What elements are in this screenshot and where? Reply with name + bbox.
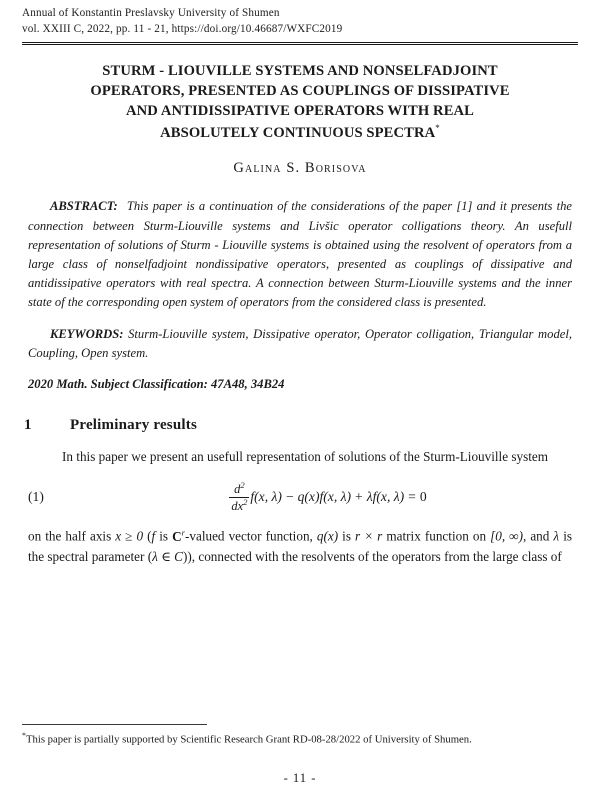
equation-number: (1): [28, 489, 44, 505]
section-number: 1: [24, 416, 32, 433]
journal-name: Annual of Konstantin Preslavsky University of Shumen: [22, 7, 280, 19]
title-line-3: AND ANTIDISSIPATIVE OPERATORS WITH REAL: [125, 102, 474, 119]
abstract-label: ABSTRACT:: [50, 199, 118, 214]
fraction-numerator: $d^2$: [234, 480, 245, 497]
footnote-text-row: [22, 730, 578, 748]
bp2-seg-a: on the half axis: [28, 528, 116, 544]
abstract-text: This paper is a continuation of the considerations of the paper [1] and it presents the connection between Sturm-Liouville systems and Livšic operator colligations theory. An usefull representation of solutions of Sturm - Liouville systems is obtained using the resolvent of operators from a large class of nonselfadjoint nondissipative operators, presented as couplings of dissipative and antidissipative operators with real spectra. A connection between Sturm-Liouville systems and the inner state of the corresponding open system of operators from the considered class is presented.: [28, 199, 572, 310]
bp2-seg-d: -valued vector function,: [184, 528, 317, 544]
body-paragraph-1: In this paper we present an usefull representation of solutions of the Sturm-Liouville system: [62, 448, 548, 464]
inline-math-lambda-in-complex: λ ∈ C: [152, 549, 183, 565]
equation-term-2: q(x)f(x, λ): [297, 489, 352, 505]
inline-math-complex-r: $C^r$: [172, 527, 185, 544]
title-line-4: ABSOLUTELY CONTINUOUS SPECTRA: [160, 124, 436, 141]
keywords-text: Sturm-Liouville system, Dissipative operator, Operator colligation, Triangular model, Coupling, Open system.: [28, 327, 572, 361]
bp2-seg-f: matrix function on: [382, 528, 491, 544]
inline-math-r-by-r: r × r: [355, 528, 383, 544]
page-number: - 11 -: [283, 771, 317, 785]
body-paragraph-2: [22, 526, 578, 568]
equation-term-1: f(x, λ): [250, 489, 282, 505]
bp2-seg-b: (: [143, 528, 152, 544]
footnote-block: [22, 724, 578, 748]
fraction-denominator: $dx^2$: [231, 496, 248, 513]
keywords-block: [22, 325, 578, 363]
msc-codes: 47A48, 34B24: [211, 376, 285, 391]
bp2-seg-c: is: [155, 528, 173, 544]
footnote-divider: [22, 724, 207, 725]
equation-right-hand-side: 0: [419, 489, 427, 505]
bp2-seg-i: )), connected with the resolvents of the operators from the large class of: [182, 549, 562, 565]
header-divider: [22, 42, 578, 45]
journal-masthead: [22, 6, 578, 38]
author-name: Galina S. Borisova: [233, 160, 367, 177]
derivative-fraction: [229, 481, 249, 513]
equation-term-3: λf(x, λ): [366, 489, 405, 505]
footnote-marker: *: [22, 730, 26, 740]
footnote-text: This paper is partially supported by Scientific Research Grant RD-08-28/2022 of University of Shumen.: [26, 733, 472, 746]
equation-operator-3: =: [408, 489, 416, 505]
msc-block: [22, 377, 578, 392]
bp2-seg-h: is the spectral parameter (: [28, 528, 572, 565]
inline-math-f: f: [151, 528, 156, 544]
bp2-seg-e: is: [338, 528, 356, 544]
equation-operator-1: −: [285, 489, 294, 505]
section-title: Preliminary results: [70, 416, 197, 433]
bp2-seg-g: , and: [522, 528, 554, 544]
page-title: [22, 62, 578, 143]
inline-math-q-of-x: q(x): [316, 528, 339, 544]
keywords-label: KEYWORDS:: [50, 327, 124, 342]
journal-volume-doi: vol. XXIII C, 2022, pp. 11 - 21, https://doi.org/10.46687/WXFC2019: [22, 22, 343, 35]
abstract-block: [22, 197, 578, 312]
title-line-2: OPERATORS, PRESENTED AS COUPLINGS OF DISSIPATIVE: [90, 83, 510, 100]
equation-operator-2: +: [355, 489, 363, 505]
title-footnote-marker: *: [435, 122, 440, 133]
equation-expression: [84, 481, 572, 513]
inline-math-x-ge-zero: x ≥ 0: [115, 528, 144, 544]
inline-math-interval: [0, ∞): [490, 528, 523, 544]
equation-1: [22, 481, 578, 513]
inline-math-lambda: λ: [553, 528, 560, 544]
section-heading: [22, 417, 578, 434]
msc-label: 2020 Math. Subject Classification:: [28, 376, 208, 391]
title-line-1: STURM - LIOUVILLE SYSTEMS AND NONSELFADJOINT: [102, 63, 498, 80]
